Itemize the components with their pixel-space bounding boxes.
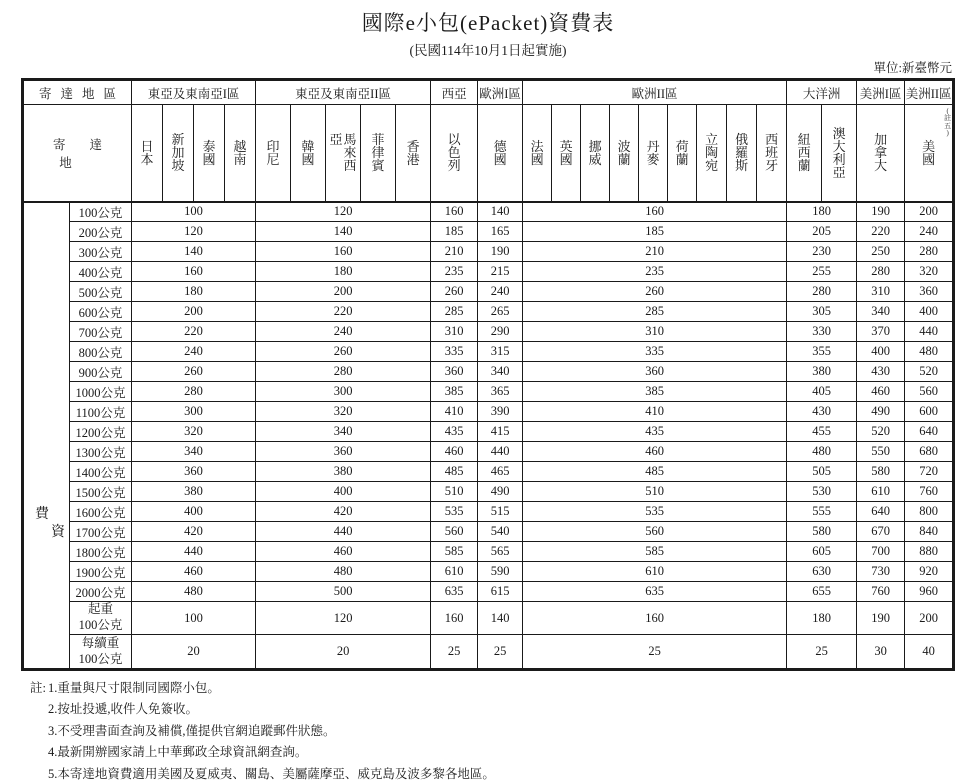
rate-cell: 190 — [857, 202, 905, 222]
rate-cell: 315 — [478, 342, 523, 362]
rate-cell: 160 — [523, 602, 787, 635]
country-header: 立 陶 宛 — [697, 105, 727, 202]
rate-cell: 185 — [523, 222, 787, 242]
rate-cell: 280 — [857, 262, 905, 282]
rate-cell: 560 — [431, 522, 478, 542]
country-header: 紐 西 蘭 — [787, 105, 822, 202]
rate-cell: 460 — [256, 542, 431, 562]
rate-cell: 340 — [857, 302, 905, 322]
rate-cell: 960 — [905, 582, 954, 602]
rate-cell: 440 — [132, 542, 256, 562]
rate-cell: 380 — [256, 462, 431, 482]
rate-cell: 800 — [905, 502, 954, 522]
rate-cell: 260 — [431, 282, 478, 302]
weight-label: 400公克 — [70, 262, 132, 282]
rate-cell: 100 — [132, 602, 256, 635]
rate-cell: 310 — [857, 282, 905, 302]
rate-cell: 280 — [905, 242, 954, 262]
footnote-item: 2.按址投遞,收件人免簽收。 — [47, 702, 198, 717]
footnotes-label: 註: — [30, 681, 46, 695]
rate-cell: 565 — [478, 542, 523, 562]
zone-header-6: 大洋洲 — [787, 80, 857, 105]
country-header: 以 色 列 — [431, 105, 478, 202]
weight-label: 900公克 — [70, 362, 132, 382]
rate-cell: 585 — [431, 542, 478, 562]
rate-cell: 200 — [905, 202, 954, 222]
rate-cell: 730 — [857, 562, 905, 582]
rate-cell: 335 — [431, 342, 478, 362]
rate-cell: 240 — [256, 322, 431, 342]
zone-header-2: 東亞及東南亞II區 — [256, 80, 431, 105]
rate-cell: 460 — [132, 562, 256, 582]
rate-cell: 590 — [478, 562, 523, 582]
rate-cell: 190 — [857, 602, 905, 635]
rate-cell: 535 — [431, 502, 478, 522]
rate-cell: 630 — [787, 562, 857, 582]
rate-cell: 550 — [857, 442, 905, 462]
rate-cell: 180 — [787, 602, 857, 635]
rate-cell: 25 — [523, 635, 787, 670]
rate-cell: 410 — [523, 402, 787, 422]
rate-cell: 310 — [431, 322, 478, 342]
rate-cell: 635 — [431, 582, 478, 602]
rate-cell: 360 — [132, 462, 256, 482]
rate-cell: 560 — [905, 382, 954, 402]
footnote-item: 4.最新開辦國家請上中華郵政全球資訊網查詢。 — [47, 745, 308, 760]
rate-cell: 460 — [523, 442, 787, 462]
rate-cell: 200 — [256, 282, 431, 302]
rate-cell: 340 — [132, 442, 256, 462]
rate-cell: 120 — [256, 602, 431, 635]
rate-cell: 555 — [787, 502, 857, 522]
rate-cell: 460 — [857, 382, 905, 402]
rate-cell: 360 — [523, 362, 787, 382]
rate-cell: 265 — [478, 302, 523, 322]
rate-cell: 520 — [905, 362, 954, 382]
rate-cell: 610 — [523, 562, 787, 582]
rate-cell: 440 — [905, 322, 954, 342]
page-title: 國際e小包(ePacket)資費表 — [361, 11, 615, 35]
rate-cell: 510 — [523, 482, 787, 502]
footnotes — [30, 678, 950, 781]
rate-cell: 515 — [478, 502, 523, 522]
rate-cell: 580 — [857, 462, 905, 482]
rate-cell: 230 — [787, 242, 857, 262]
rate-cell: 215 — [478, 262, 523, 282]
rate-cell: 615 — [478, 582, 523, 602]
rate-cell: 160 — [256, 242, 431, 262]
rate-cell: 305 — [787, 302, 857, 322]
rate-cell: 655 — [787, 582, 857, 602]
rate-cell: 500 — [256, 582, 431, 602]
weight-label: 1700公克 — [70, 522, 132, 542]
rate-cell: 190 — [478, 242, 523, 262]
zone-header-8: 美洲II區 — [905, 80, 954, 105]
rate-table — [21, 78, 955, 671]
rate-cell: 160 — [431, 202, 478, 222]
rate-cell: 240 — [905, 222, 954, 242]
country-header: 泰 國 — [194, 105, 225, 202]
currency-unit-label: 單位:新臺幣元 — [873, 61, 952, 75]
footnote-item: 5.本寄達地資費適用美國及夏威夷、關島、美屬薩摩亞、威克島及波多黎各地區。 — [47, 766, 495, 781]
rate-cell: 285 — [431, 302, 478, 322]
rate-cell: 390 — [478, 402, 523, 422]
rate-cell: 680 — [905, 442, 954, 462]
rate-cell: 435 — [431, 422, 478, 442]
footnote-item: 3.不受理書面查詢及補償,僅提供官網追蹤郵件狀態。 — [47, 723, 336, 738]
country-header: 波 蘭 — [610, 105, 639, 202]
rate-cell: 210 — [431, 242, 478, 262]
rate-cell: 340 — [256, 422, 431, 442]
footnote-ref-icon: ( 註 五 ) — [944, 107, 952, 138]
rate-cell: 440 — [256, 522, 431, 542]
rate-cell: 320 — [905, 262, 954, 282]
rate-cell: 700 — [857, 542, 905, 562]
special-weight-label: 起重 100公克 — [70, 602, 132, 635]
weight-label: 500公克 — [70, 282, 132, 302]
rate-cell: 300 — [132, 402, 256, 422]
country-header: 丹 麥 — [639, 105, 668, 202]
weight-label: 1200公克 — [70, 422, 132, 442]
rate-cell: 400 — [857, 342, 905, 362]
rate-cell: 260 — [523, 282, 787, 302]
rate-cell: 635 — [523, 582, 787, 602]
rate-cell: 160 — [431, 602, 478, 635]
zone-header-7: 美洲I區 — [857, 80, 905, 105]
rate-cell: 330 — [787, 322, 857, 342]
rate-cell: 290 — [478, 322, 523, 342]
rate-cell: 280 — [787, 282, 857, 302]
rate-cell: 880 — [905, 542, 954, 562]
rate-cell: 360 — [256, 442, 431, 462]
rate-cell: 505 — [787, 462, 857, 482]
weight-label: 1500公克 — [70, 482, 132, 502]
destination-region-header: 寄達地區 — [23, 80, 132, 105]
rate-cell: 430 — [857, 362, 905, 382]
rate-cell: 480 — [787, 442, 857, 462]
rate-cell: 385 — [431, 382, 478, 402]
rate-cell: 510 — [431, 482, 478, 502]
country-header: 荷 蘭 — [668, 105, 697, 202]
country-header: 俄 羅 斯 — [727, 105, 757, 202]
rate-cell: 455 — [787, 422, 857, 442]
rate-cell: 235 — [523, 262, 787, 282]
rate-cell: 580 — [787, 522, 857, 542]
rate-cell: 285 — [523, 302, 787, 322]
country-header: 亞 馬 來 西 — [326, 105, 361, 202]
rate-cell: 360 — [431, 362, 478, 382]
weight-label: 200公克 — [70, 222, 132, 242]
country-header: 新 加 坡 — [163, 105, 194, 202]
weight-label: 1100公克 — [70, 402, 132, 422]
rate-cell: 210 — [523, 242, 787, 262]
weight-label: 1300公克 — [70, 442, 132, 462]
rate-cell: 380 — [787, 362, 857, 382]
country-header: 法 國 — [523, 105, 552, 202]
rate-cell: 480 — [256, 562, 431, 582]
zone-header-3: 西亞 — [431, 80, 478, 105]
rate-cell: 420 — [132, 522, 256, 542]
rate-cell: 380 — [132, 482, 256, 502]
rate-cell: 235 — [431, 262, 478, 282]
rate-cell: 355 — [787, 342, 857, 362]
weight-label: 1400公克 — [70, 462, 132, 482]
footnote-list — [48, 678, 950, 781]
destination-header: 寄達地 — [23, 105, 132, 202]
weight-label: 1800公克 — [70, 542, 132, 562]
weight-label: 1900公克 — [70, 562, 132, 582]
country-header: 西 班 牙 — [757, 105, 787, 202]
weight-label: 1600公克 — [70, 502, 132, 522]
rate-cell: 485 — [523, 462, 787, 482]
rate-cell: 760 — [857, 582, 905, 602]
rate-cell: 25 — [431, 635, 478, 670]
rate-cell: 520 — [857, 422, 905, 442]
rate-cell: 370 — [857, 322, 905, 342]
rate-cell: 250 — [857, 242, 905, 262]
rate-cell: 480 — [905, 342, 954, 362]
country-header: 印 尼 — [256, 105, 291, 202]
rate-cell: 160 — [523, 202, 787, 222]
rate-cell: 490 — [857, 402, 905, 422]
rate-cell: 465 — [478, 462, 523, 482]
rate-cell: 260 — [132, 362, 256, 382]
rate-cell: 485 — [431, 462, 478, 482]
weight-label: 800公克 — [70, 342, 132, 362]
country-header: 香 港 — [396, 105, 431, 202]
special-weight-label: 每續重 100公克 — [70, 635, 132, 670]
rate-cell: 240 — [132, 342, 256, 362]
rate-cell: 140 — [256, 222, 431, 242]
rate-cell: 200 — [905, 602, 954, 635]
rate-cell: 25 — [478, 635, 523, 670]
fee-side-label: 費 資 — [23, 202, 70, 670]
rate-cell: 100 — [132, 202, 256, 222]
rate-cell: 260 — [256, 342, 431, 362]
rate-cell: 220 — [857, 222, 905, 242]
rate-cell: 585 — [523, 542, 787, 562]
rate-cell: 490 — [478, 482, 523, 502]
rate-cell: 30 — [857, 635, 905, 670]
rate-cell: 600 — [905, 402, 954, 422]
rate-cell: 400 — [256, 482, 431, 502]
rate-cell: 365 — [478, 382, 523, 402]
rate-cell: 205 — [787, 222, 857, 242]
rate-cell: 360 — [905, 282, 954, 302]
rate-cell: 670 — [857, 522, 905, 542]
zone-header-1: 東亞及東南亞I區 — [132, 80, 256, 105]
rate-cell: 530 — [787, 482, 857, 502]
rate-cell: 220 — [256, 302, 431, 322]
country-header: 加 拿 大 — [857, 105, 905, 202]
rate-cell: 185 — [431, 222, 478, 242]
rate-cell: 180 — [256, 262, 431, 282]
rate-cell: 140 — [132, 242, 256, 262]
rate-cell: 255 — [787, 262, 857, 282]
rate-cell: 165 — [478, 222, 523, 242]
rate-cell: 400 — [905, 302, 954, 322]
rate-cell: 25 — [787, 635, 857, 670]
rate-cell: 480 — [132, 582, 256, 602]
rate-cell: 540 — [478, 522, 523, 542]
rate-cell: 335 — [523, 342, 787, 362]
rate-cell: 415 — [478, 422, 523, 442]
country-header: 挪 威 — [581, 105, 610, 202]
rate-cell: 610 — [857, 482, 905, 502]
rate-cell: 20 — [256, 635, 431, 670]
rate-cell: 560 — [523, 522, 787, 542]
weight-label: 300公克 — [70, 242, 132, 262]
zone-header-4: 歐洲I區 — [478, 80, 523, 105]
country-header: 韓 國 — [291, 105, 326, 202]
rate-cell: 605 — [787, 542, 857, 562]
rate-cell: 340 — [478, 362, 523, 382]
rate-cell: 140 — [478, 602, 523, 635]
rate-cell: 410 — [431, 402, 478, 422]
rate-cell: 120 — [256, 202, 431, 222]
rate-cell: 280 — [132, 382, 256, 402]
rate-cell: 440 — [478, 442, 523, 462]
rate-cell: 300 — [256, 382, 431, 402]
country-header: 日 本 — [132, 105, 163, 202]
rate-cell: 280 — [256, 362, 431, 382]
rate-cell: 535 — [523, 502, 787, 522]
rate-cell: 310 — [523, 322, 787, 342]
rate-cell: 405 — [787, 382, 857, 402]
rate-cell: 420 — [256, 502, 431, 522]
rate-cell: 320 — [132, 422, 256, 442]
rate-cell: 430 — [787, 402, 857, 422]
rate-cell: 180 — [787, 202, 857, 222]
weight-label: 2000公克 — [70, 582, 132, 602]
rate-cell: 640 — [857, 502, 905, 522]
footnote-item: 1.重量與尺寸限制同國際小包。 — [47, 681, 220, 695]
rate-cell: 760 — [905, 482, 954, 502]
weight-label: 100公克 — [70, 202, 132, 222]
rate-cell: 240 — [478, 282, 523, 302]
zone-header-5: 歐洲II區 — [523, 80, 787, 105]
rate-cell: 160 — [132, 262, 256, 282]
country-header: 英 國 — [552, 105, 581, 202]
rate-cell: 320 — [256, 402, 431, 422]
rate-cell: 435 — [523, 422, 787, 442]
rate-cell: 140 — [478, 202, 523, 222]
rate-cell: 220 — [132, 322, 256, 342]
rate-cell: 840 — [905, 522, 954, 542]
weight-label: 1000公克 — [70, 382, 132, 402]
effective-date: (民國114年10月1日起實施) — [409, 43, 567, 58]
rate-cell: 20 — [132, 635, 256, 670]
rate-cell: 40 — [905, 635, 954, 670]
rate-cell: 200 — [132, 302, 256, 322]
rate-cell: 720 — [905, 462, 954, 482]
country-header: 美 國 ( 註 五 ) — [905, 105, 954, 202]
rate-cell: 180 — [132, 282, 256, 302]
weight-label: 700公克 — [70, 322, 132, 342]
country-header: 越 南 — [225, 105, 256, 202]
rate-cell: 610 — [431, 562, 478, 582]
rate-cell: 400 — [132, 502, 256, 522]
country-header: 澳 大 利 亞 — [822, 105, 857, 202]
rate-cell: 640 — [905, 422, 954, 442]
country-header: 菲 律 賓 — [361, 105, 396, 202]
rate-cell: 120 — [132, 222, 256, 242]
weight-label: 600公克 — [70, 302, 132, 322]
rate-cell: 460 — [431, 442, 478, 462]
rate-cell: 920 — [905, 562, 954, 582]
country-header: 德 國 — [478, 105, 523, 202]
rate-cell: 385 — [523, 382, 787, 402]
